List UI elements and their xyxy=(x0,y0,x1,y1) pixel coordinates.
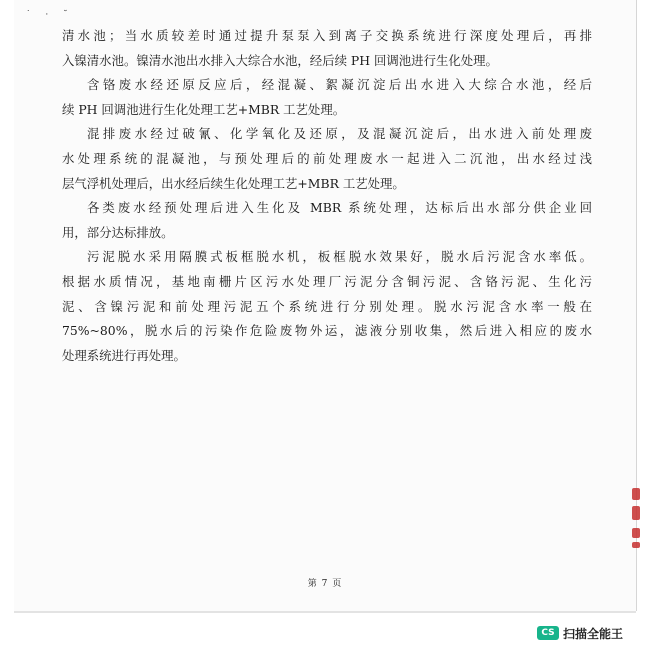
text-line: 污泥脱水采用隔膜式板框脱水机，板框脱水效果好，脱水后污泥含水率低。 xyxy=(87,249,592,265)
text-line: 入镍清水池。镍清水池出水排入大综合水池，经后续 PH 回调池进行生化处理。 xyxy=(62,52,498,68)
text-line: 水处理系统的混凝池，与预处理后的前处理废水一起进入二沉池，出水经过浅 xyxy=(62,150,592,166)
text-line: 清水池；当水质较差时通过提升泵泵入到离子交换系统进行深度处理后，再排 xyxy=(62,28,592,43)
seal-fragment xyxy=(632,542,640,548)
camscanner-app-name: 扫描全能王 xyxy=(563,626,624,641)
page-edge xyxy=(14,611,636,613)
scan-artifact-marks: ˙ · ˘ xyxy=(26,10,74,20)
red-seal-stamp xyxy=(632,488,640,548)
seal-fragment xyxy=(632,488,640,500)
page-number: 第 7 页 xyxy=(307,579,343,589)
document-body xyxy=(62,30,592,374)
text-line: 含铬废水经还原反应后，经混凝、絮凝沉淀后出水进入大综合水池，经后 xyxy=(87,77,592,93)
text-line: 处理系统进行再处理。 xyxy=(62,347,186,363)
seal-fragment xyxy=(632,506,640,520)
camscanner-watermark xyxy=(537,625,623,641)
text-line: 75%~80%，脱水后的污染作危险废物外运，滤液分别收集，然后进入相应的废水 xyxy=(62,323,592,339)
text-line: 续 PH 回调池进行生化处理工艺+MBR 工艺处理。 xyxy=(62,101,346,117)
text-line: 泥、含镍污泥和前处理污泥五个系统进行分别处理。脱水污泥含水率一般在 xyxy=(62,298,592,314)
text-line: 用，部分达标排放。 xyxy=(62,224,174,240)
text-line: 根据水质情况，基地南栅片区污水处理厂污泥分含铜污泥、含铬污泥、生化污 xyxy=(62,273,592,289)
text-line: 混排废水经过破氰、化学氧化及还原，及混凝沉淀后，出水进入前处理废 xyxy=(87,126,592,142)
seal-fragment xyxy=(632,528,640,538)
text-line: 层气浮机处理后，出水经后续生化处理工艺+MBR 工艺处理。 xyxy=(62,175,405,191)
camscanner-logo-icon: CS xyxy=(537,626,559,640)
text-line: 各类废水经预处理后进入生化及 MBR 系统处理，达标后出水部分供企业回 xyxy=(87,200,592,216)
